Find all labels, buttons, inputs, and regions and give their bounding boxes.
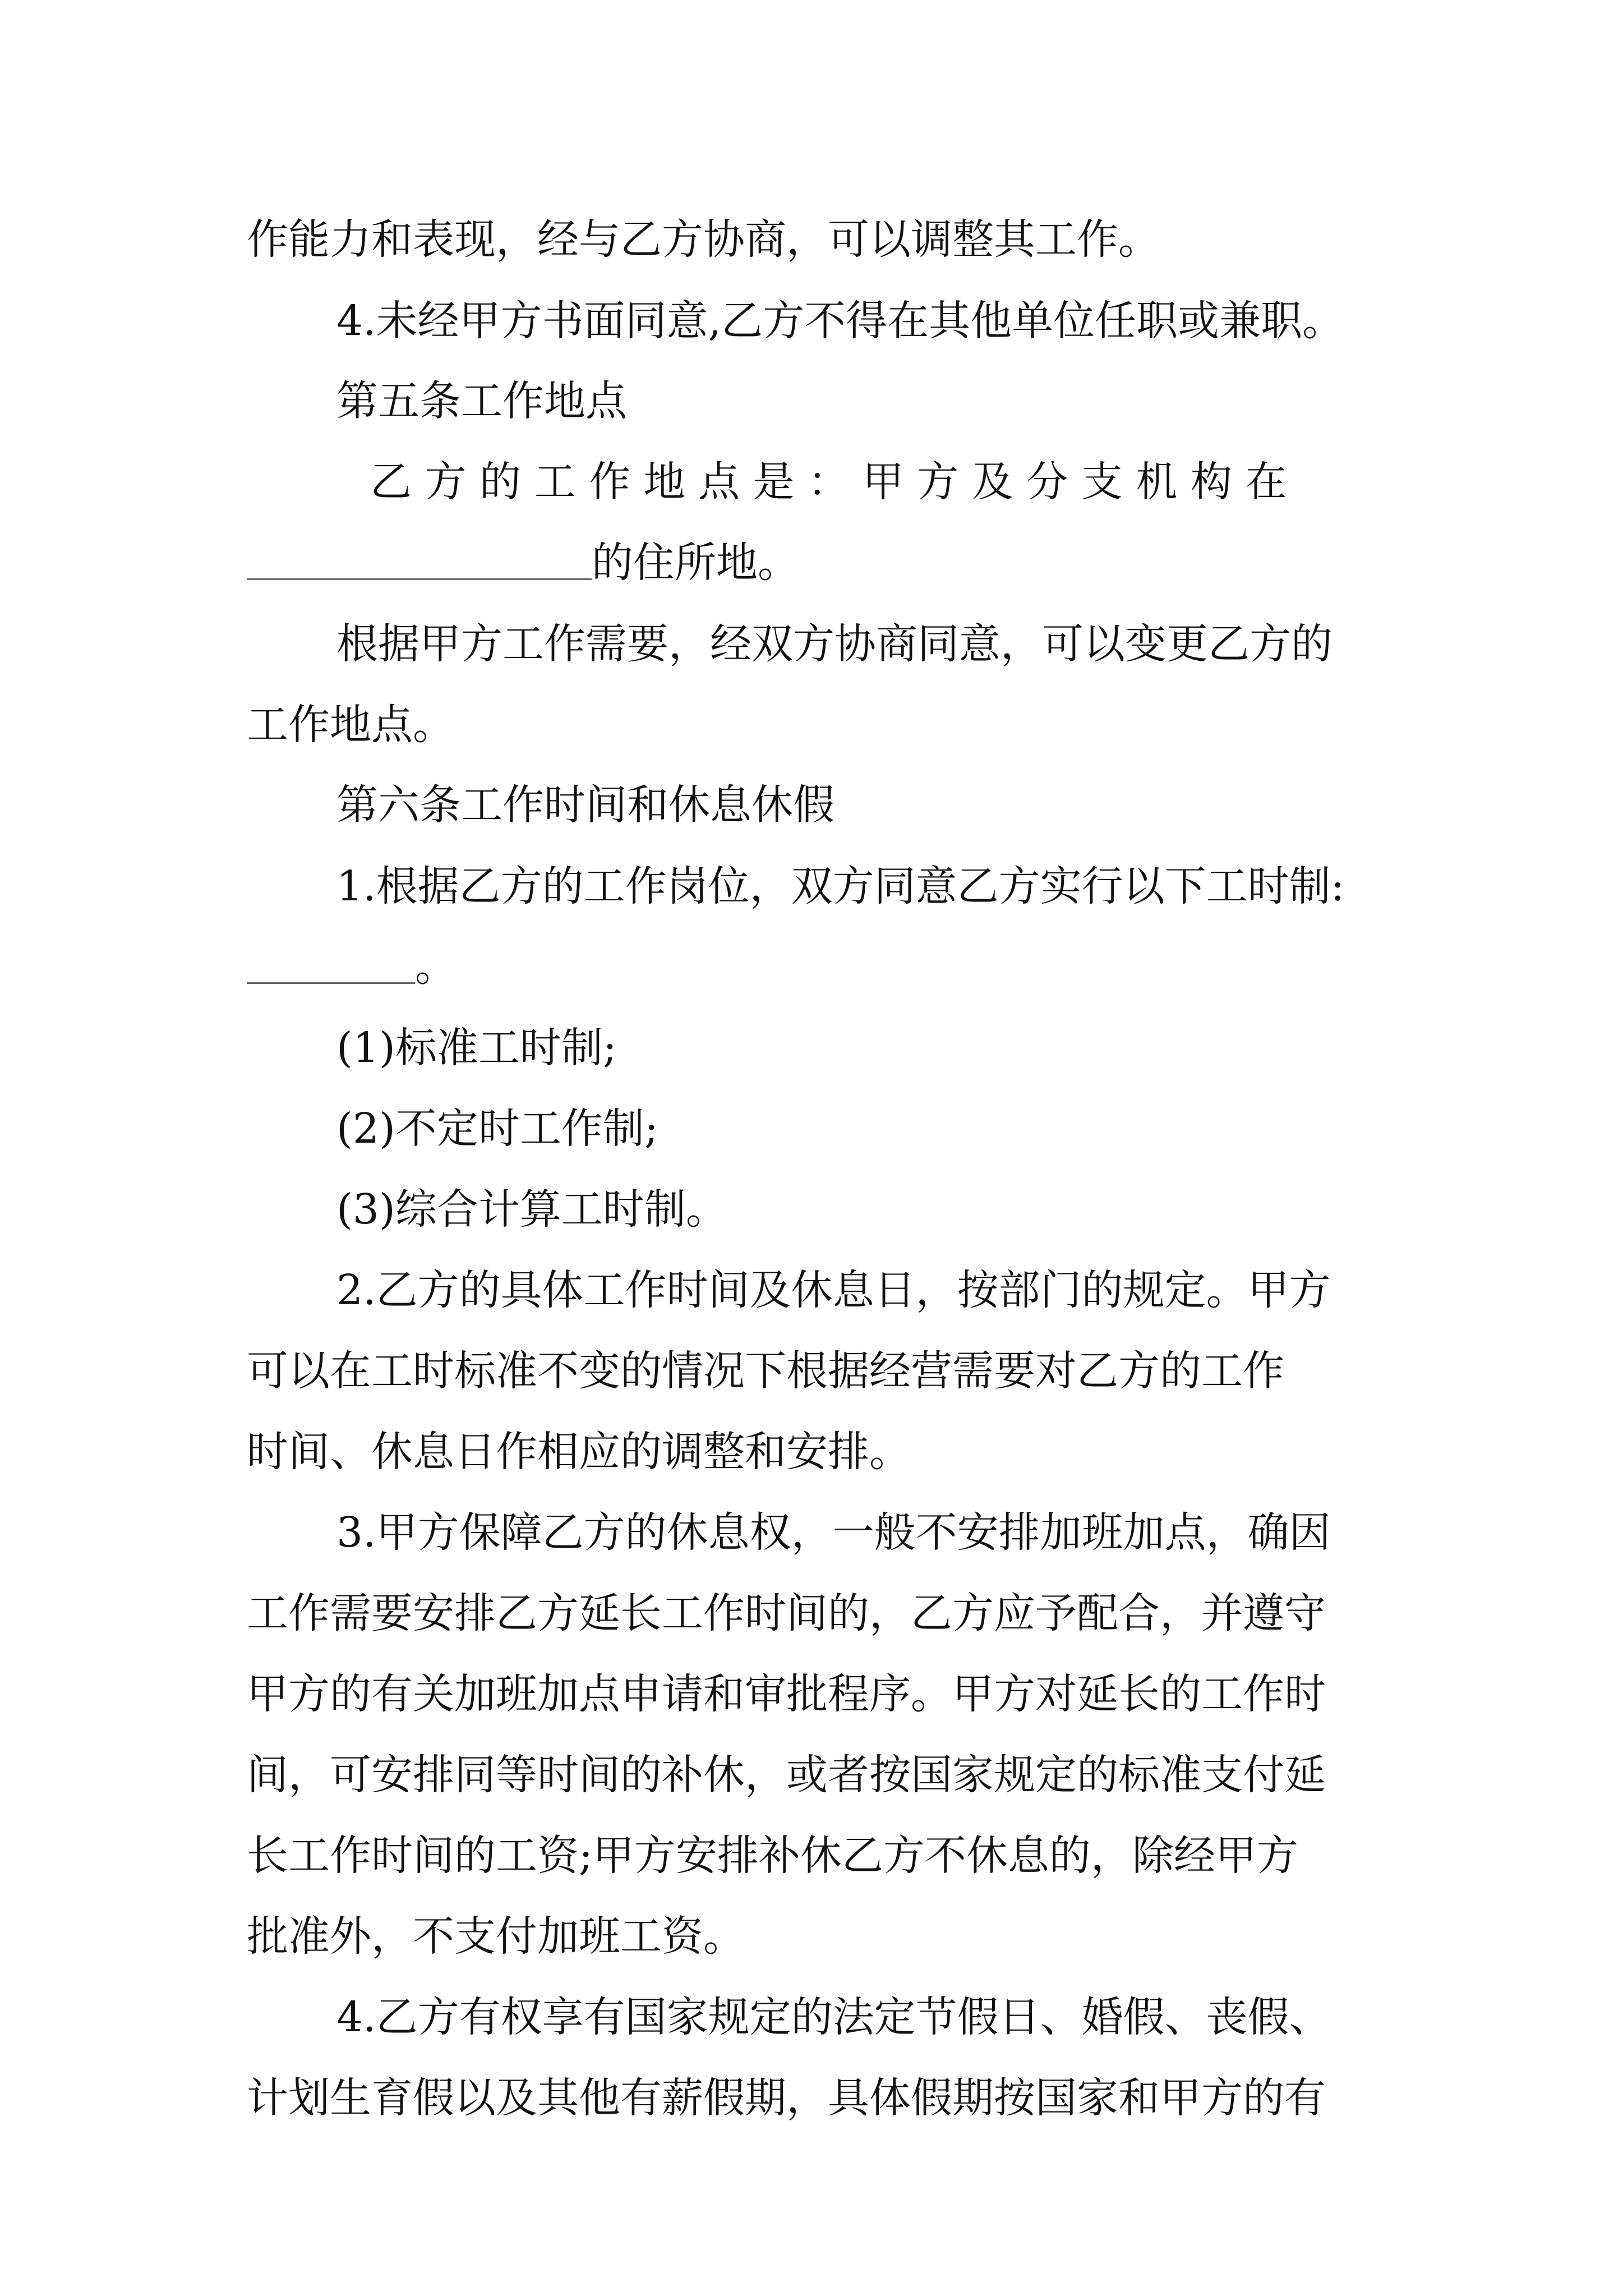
text-line-16	[0, 1418, 1623, 1485]
text-line-1	[0, 206, 1623, 273]
text-line-20-content: 间，可安排同等时间的补休，或者按国家规定的标准支付延	[247, 1751, 1326, 1799]
option-comprehensive-hours-content: (3)综合计算工时制。	[336, 1185, 727, 1234]
text-line-10-content: 。	[415, 942, 457, 991]
text-line-10	[0, 933, 1623, 1000]
text-line-6	[0, 610, 1623, 678]
text-line-5-content: 的住所地。	[592, 539, 799, 587]
option-standard-hours	[0, 1014, 1623, 1082]
text-line-5	[0, 529, 1623, 596]
text-line-22-content: 批准外，不支付加班工资。	[247, 1912, 745, 1961]
section-heading-5	[0, 367, 1623, 435]
text-line-21	[0, 1822, 1623, 1889]
text-line-17-content: 3.甲方保障乙方的休息权，一般不安排加班加点，确因	[336, 1508, 1331, 1557]
section-heading-6	[0, 771, 1623, 839]
text-line-19	[0, 1660, 1623, 1728]
text-line-24-content: 计划生育假以及其他有薪假期，具体假期按国家和甲方的有	[247, 2074, 1326, 2122]
text-line-4	[0, 448, 1623, 516]
blank-underline	[247, 539, 592, 580]
text-line-2	[0, 287, 1623, 355]
option-comprehensive-hours	[0, 1176, 1623, 1243]
option-flexible-hours	[0, 1095, 1623, 1162]
text-line-7	[0, 691, 1623, 758]
text-line-17	[0, 1499, 1623, 1566]
text-line-15-content: 可以在工时标准不变的情况下根据经营需要对乙方的工作	[247, 1347, 1284, 1395]
text-line-7-content: 工作地点。	[247, 701, 454, 749]
section-heading-6-content: 第六条工作时间和休息休假	[336, 781, 834, 829]
text-line-21-content: 长工作时间的工资;甲方安排补休乙方不休息的，除经甲方	[247, 1832, 1298, 1880]
text-line-19-content: 甲方的有关加班加点申请和审批程序。甲方对延长的工作时	[247, 1670, 1326, 1718]
text-line-23-content: 4.乙方有权享有国家规定的法定节假日、婚假、丧假、	[336, 1993, 1331, 2041]
text-line-14-content: 2.乙方的具体工作时间及休息日，按部门的规定。甲方	[336, 1266, 1331, 1314]
text-line-14	[0, 1257, 1623, 1324]
text-line-9-content: 1.根据乙方的工作岗位，双方同意乙方实行以下工时制:	[336, 862, 1345, 910]
text-line-4-content: 乙 方 的 工 作 地 点 是 ： 甲 方 及 分 支 机 构 在	[370, 458, 1287, 506]
text-line-6-content: 根据甲方工作需要，经双方协商同意，可以变更乙方的	[336, 620, 1332, 668]
section-heading-5-content: 第五条工作地点	[336, 377, 627, 425]
text-line-2-content: 4.未经甲方书面同意,乙方不得在其他单位任职或兼职。	[336, 297, 1344, 345]
option-flexible-hours-content: (2)不定时工作制;	[336, 1105, 658, 1153]
text-line-22	[0, 1903, 1623, 1970]
option-standard-hours-content: (1)标准工时制;	[336, 1024, 617, 1072]
text-line-20	[0, 1741, 1623, 1809]
text-line-9	[0, 853, 1623, 920]
text-line-15	[0, 1337, 1623, 1405]
blank-underline	[247, 943, 415, 984]
text-line-18-content: 工作需要安排乙方延长工作时间的，乙方应予配合，并遵守	[247, 1589, 1326, 1637]
text-line-1-content: 作能力和表现，经与乙方协商，可以调整其工作。	[247, 215, 1160, 264]
text-line-16-content: 时间、休息日作相应的调整和安排。	[247, 1428, 911, 1476]
text-line-18	[0, 1580, 1623, 1647]
text-line-24	[0, 2064, 1623, 2132]
text-line-23	[0, 1984, 1623, 2051]
